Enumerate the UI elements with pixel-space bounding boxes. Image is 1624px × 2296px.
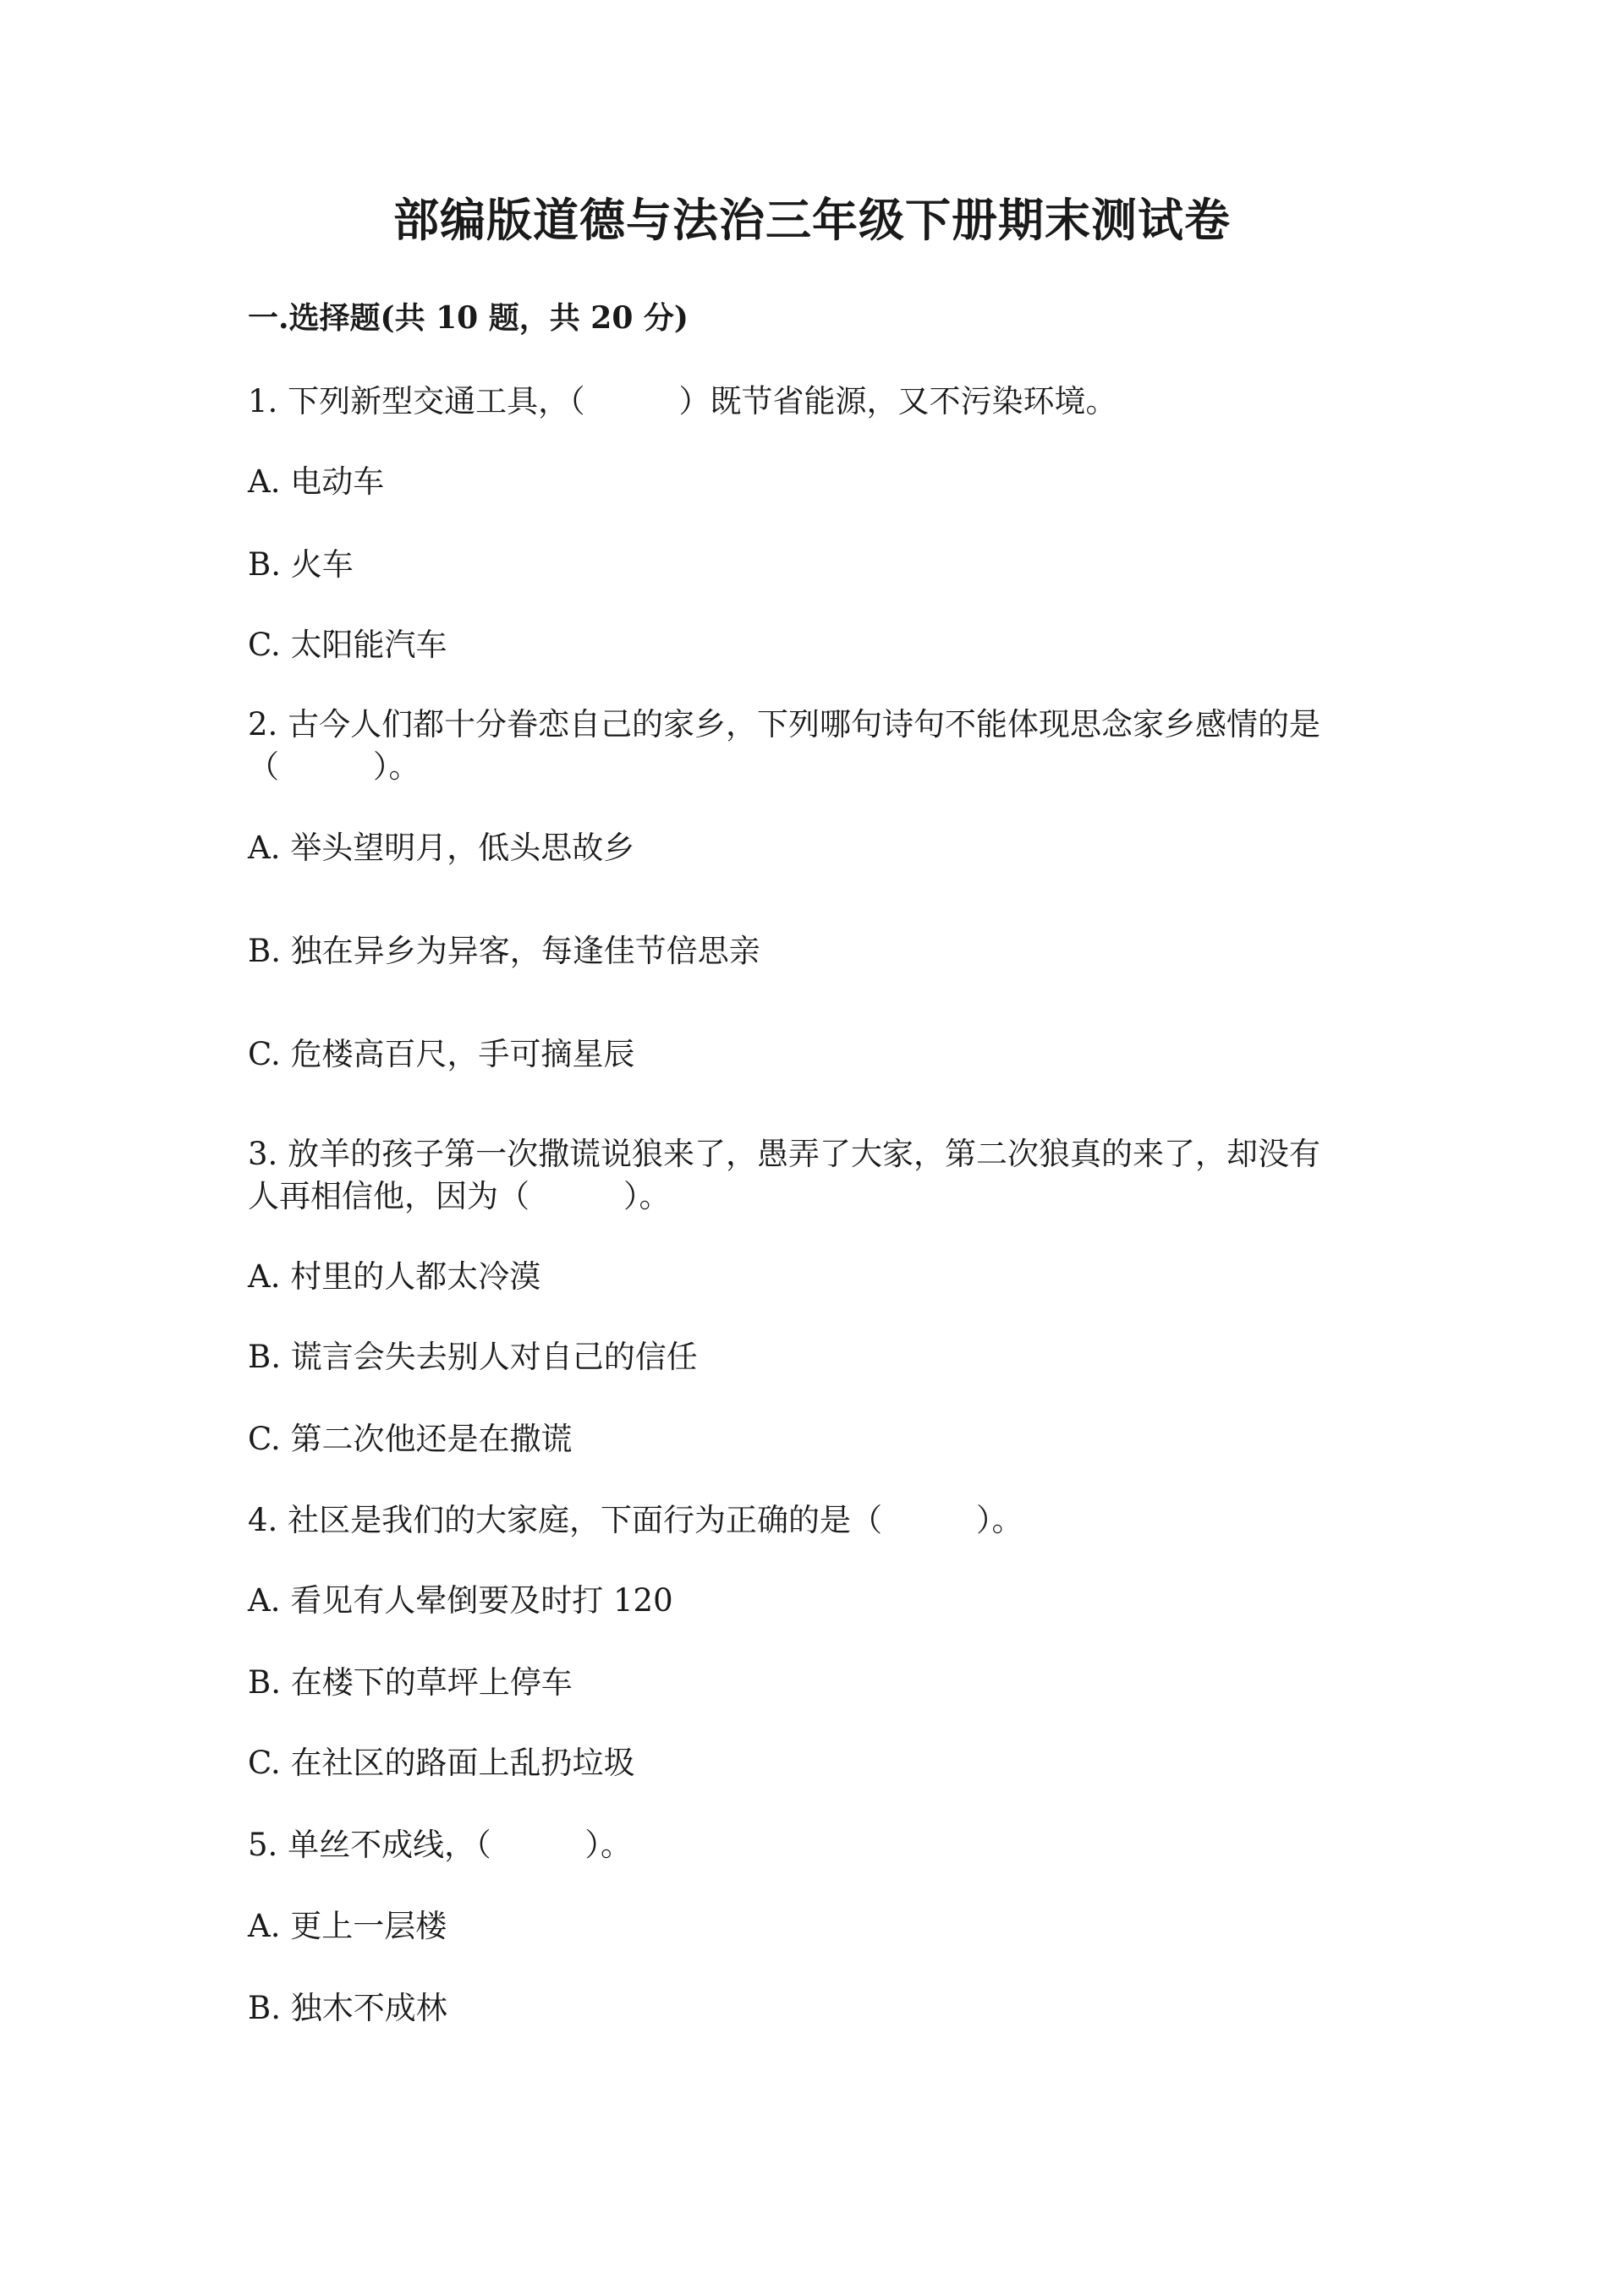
section-heading: 一.选择题(共 10 题，共 20 分) [248,300,689,336]
question-2-stem-line-1: 2. 古今人们都十分眷恋自己的家乡，下列哪句诗句不能体现思念家乡感情的是 [248,706,1321,743]
question-3-option-a: A. 村里的人都太冷漠 [248,1258,541,1295]
question-2-stem-line-2: （ ）。 [248,748,420,785]
question-1-stem: 1. 下列新型交通工具，（ ）既节省能源，又不污染环境。 [248,383,1117,419]
question-1-option-c: C. 太阳能汽车 [248,627,447,663]
question-3-stem-line-2: 人再相信他，因为（ ）。 [248,1178,671,1214]
question-3-stem-line-1: 3. 放羊的孩子第一次撒谎说狼来了，愚弄了大家，第二次狼真的来了，却没有 [248,1136,1321,1172]
document-title: 部编版道德与法治三年级下册期末测试卷 [393,193,1231,247]
question-2-option-b: B. 独在异乡为异客，每逢佳节倍思亲 [248,933,760,969]
question-2-option-a: A. 举头望明月，低头思故乡 [248,830,635,866]
question-5-stem: 5. 单丝不成线，（ ）。 [248,1827,633,1863]
question-4-stem: 4. 社区是我们的大家庭，下面行为正确的是（ ）。 [248,1502,1023,1538]
question-3-option-c: C. 第二次他还是在撒谎 [248,1421,573,1457]
question-4-option-b: B. 在楼下的草坪上停车 [248,1664,573,1701]
question-5-option-a: A. 更上一层楼 [248,1908,447,1944]
question-1-option-b: B. 火车 [248,546,354,583]
question-4-option-c: C. 在社区的路面上乱扔垃圾 [248,1745,635,1781]
question-5-option-b: B. 独木不成林 [248,1990,447,2026]
question-3-option-b: B. 谎言会失去别人对自己的信任 [248,1339,698,1375]
question-2-option-c: C. 危楼高百尺，手可摘星辰 [248,1036,635,1072]
question-4-option-a: A. 看见有人晕倒要及时打 120 [248,1582,673,1619]
question-1-option-a: A. 电动车 [248,463,385,500]
